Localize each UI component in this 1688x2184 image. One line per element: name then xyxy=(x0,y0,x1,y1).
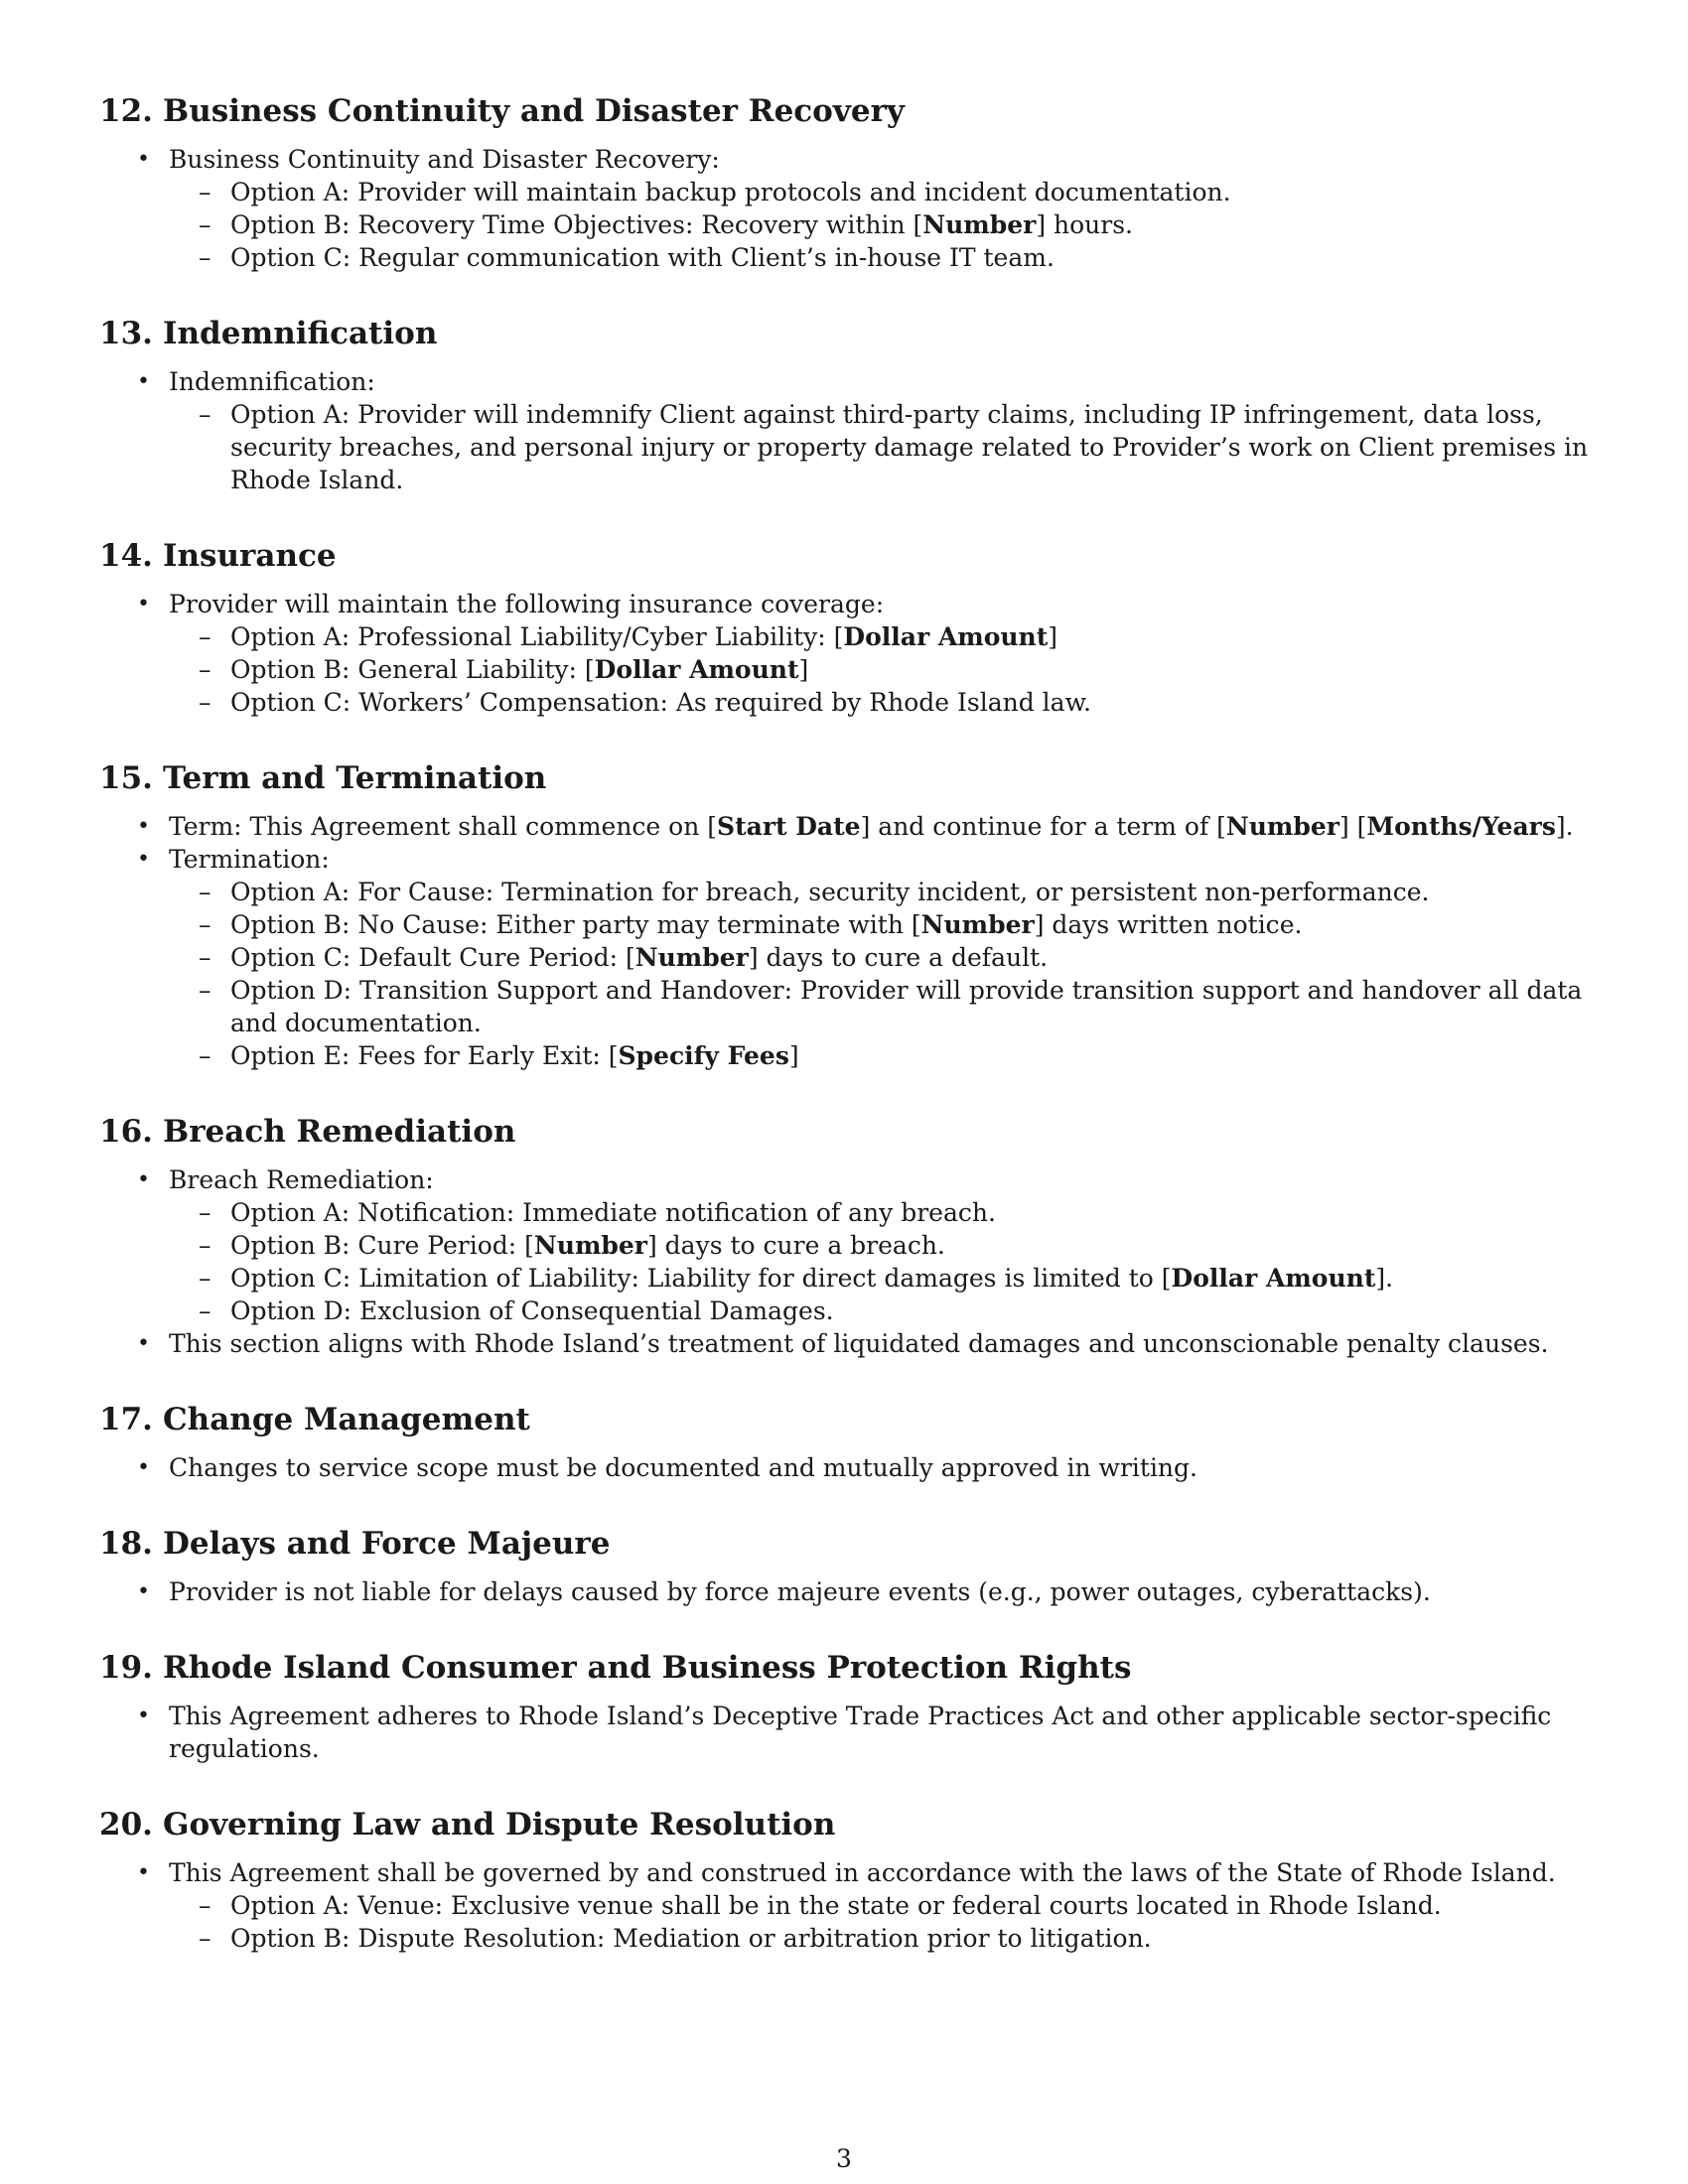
section-number: 18. xyxy=(99,1526,153,1562)
section-heading: Indemnification xyxy=(163,316,438,351)
text-run: ] days to cure a breach. xyxy=(646,1231,945,1260)
text-run: Option B: General Liability: [ xyxy=(230,655,595,684)
text-run: Option A: Provider will maintain backup protocols and incident documentation. xyxy=(230,178,1231,206)
bullet-item xyxy=(99,1575,1599,1608)
bullet-list xyxy=(99,143,1599,274)
text-run: ] xyxy=(798,655,809,684)
section-13 xyxy=(99,314,1599,496)
text-run: Option A: Notification: Immediate notification of any breach. xyxy=(230,1198,996,1227)
placeholder-field: Dollar Amount xyxy=(1171,1264,1376,1293)
option-list xyxy=(169,876,1599,1072)
section-title xyxy=(99,1805,1599,1844)
text-run: Option A: Professional Liability/Cyber Liability: [ xyxy=(230,622,844,651)
section-number: 15. xyxy=(99,760,153,796)
bullet-item xyxy=(99,1163,1599,1327)
bullet-item xyxy=(99,1327,1599,1360)
option-item xyxy=(169,1229,1599,1262)
bullet-list xyxy=(99,1700,1599,1765)
option-item xyxy=(169,908,1599,941)
option-item xyxy=(169,686,1599,719)
text-run: Option D: Transition Support and Handover: Provider will provide transition support and handover all data and documentation. xyxy=(230,976,1583,1037)
text-run: This Agreement adheres to Rhode Island’s Deceptive Trade Practices Act and other applicable sector-specific regulations. xyxy=(169,1702,1552,1763)
text-run: Business Continuity and Disaster Recovery: xyxy=(169,145,720,174)
text-run: Provider will maintain the following insurance coverage: xyxy=(169,590,885,618)
placeholder-field: Number xyxy=(634,943,749,972)
text-run: Changes to service scope must be documented and mutually approved in writing. xyxy=(169,1453,1197,1482)
text-run: Option C: Regular communication with Client’s in-house IT team. xyxy=(230,243,1055,272)
section-heading: Delays and Force Majeure xyxy=(163,1526,611,1562)
text-run: ] xyxy=(788,1041,799,1070)
bullet-list xyxy=(99,1451,1599,1484)
placeholder-field: Number xyxy=(922,210,1037,239)
section-20 xyxy=(99,1805,1599,1955)
text-run: Option C: Limitation of Liability: Liability for direct damages is limited to [ xyxy=(230,1264,1172,1293)
option-item xyxy=(169,1262,1599,1295)
bullet-list xyxy=(99,588,1599,719)
text-run: Option B: Cure Period: [ xyxy=(230,1231,534,1260)
text-run: This Agreement shall be governed by and construed in accordance with the laws of the State of Rhode Island. xyxy=(169,1858,1556,1887)
section-number: 19. xyxy=(99,1650,153,1686)
section-number: 12. xyxy=(99,93,153,129)
section-title xyxy=(99,91,1599,131)
bullet-list xyxy=(99,365,1599,496)
text-run: ] xyxy=(1048,622,1058,651)
text-run: ] and continue for a term of [ xyxy=(860,812,1226,841)
placeholder-field: Number xyxy=(920,910,1035,939)
text-run: ]. xyxy=(1375,1264,1394,1293)
bullet-list xyxy=(99,1163,1599,1360)
section-19 xyxy=(99,1648,1599,1765)
bullet-item xyxy=(99,1700,1599,1765)
text-run: Term: This Agreement shall commence on [ xyxy=(169,812,718,841)
bullet-list xyxy=(99,1575,1599,1608)
text-run: ]. xyxy=(1555,812,1574,841)
text-run: Option B: Dispute Resolution: Mediation or arbitration prior to litigation. xyxy=(230,1924,1152,1953)
text-run: ] [ xyxy=(1338,812,1367,841)
section-15 xyxy=(99,758,1599,1072)
section-number: 17. xyxy=(99,1402,153,1437)
section-title xyxy=(99,1648,1599,1688)
text-run: Termination: xyxy=(169,845,330,874)
bullet-item xyxy=(99,810,1599,843)
text-run: Option A: For Cause: Termination for breach, security incident, or persistent non-performance. xyxy=(230,878,1430,906)
section-heading: Insurance xyxy=(163,538,337,574)
section-title xyxy=(99,758,1599,798)
bullet-list xyxy=(99,810,1599,1072)
placeholder-field: Dollar Amount xyxy=(594,655,799,684)
section-heading: Governing Law and Dispute Resolution xyxy=(163,1807,836,1843)
option-list xyxy=(169,620,1599,719)
section-heading: Term and Termination xyxy=(163,760,547,796)
option-item xyxy=(169,241,1599,274)
bullet-item xyxy=(99,1856,1599,1955)
bullet-item xyxy=(99,843,1599,1072)
text-run: Option D: Exclusion of Consequential Damages. xyxy=(230,1297,834,1325)
bullet-item xyxy=(99,365,1599,496)
text-run: ] days to cure a default. xyxy=(748,943,1049,972)
text-run: ] hours. xyxy=(1036,210,1133,239)
text-run: Indemnification: xyxy=(169,367,375,396)
section-title xyxy=(99,536,1599,576)
section-14 xyxy=(99,536,1599,719)
section-heading: Rhode Island Consumer and Business Protection Rights xyxy=(163,1650,1132,1686)
bullet-list xyxy=(99,1856,1599,1955)
section-17 xyxy=(99,1400,1599,1484)
section-heading: Change Management xyxy=(163,1402,530,1437)
text-run: This section aligns with Rhode Island’s treatment of liquidated damages and unconscionable penalty clauses. xyxy=(169,1329,1549,1358)
bullet-item xyxy=(99,143,1599,274)
text-run: Option B: Recovery Time Objectives: Recovery within [ xyxy=(230,210,923,239)
section-12 xyxy=(99,91,1599,274)
option-item xyxy=(169,941,1599,974)
section-number: 13. xyxy=(99,316,153,351)
bullet-item xyxy=(99,1451,1599,1484)
placeholder-field: Months/Years xyxy=(1366,812,1556,841)
option-list xyxy=(169,1889,1599,1955)
text-run: Option A: Venue: Exclusive venue shall be in the state or federal courts located in Rhode Island. xyxy=(230,1891,1442,1920)
placeholder-field: Dollar Amount xyxy=(843,622,1049,651)
section-number: 16. xyxy=(99,1114,153,1150)
option-item xyxy=(169,1889,1599,1922)
option-item xyxy=(169,208,1599,241)
placeholder-field: Number xyxy=(1225,812,1339,841)
section-16 xyxy=(99,1112,1599,1360)
text-run: Option E: Fees for Early Exit: [ xyxy=(230,1041,619,1070)
placeholder-field: Specify Fees xyxy=(618,1041,789,1070)
option-item xyxy=(169,1196,1599,1229)
option-item xyxy=(169,974,1599,1039)
option-item xyxy=(169,176,1599,208)
option-item xyxy=(169,876,1599,908)
option-list xyxy=(169,1196,1599,1327)
text-run: Breach Remediation: xyxy=(169,1165,434,1194)
bullet-item xyxy=(99,588,1599,719)
section-title xyxy=(99,314,1599,353)
section-title xyxy=(99,1524,1599,1564)
section-number: 20. xyxy=(99,1807,153,1843)
option-item xyxy=(169,653,1599,686)
placeholder-field: Start Date xyxy=(717,812,861,841)
section-heading: Breach Remediation xyxy=(163,1114,516,1150)
option-list xyxy=(169,398,1599,496)
section-18 xyxy=(99,1524,1599,1608)
section-title xyxy=(99,1400,1599,1439)
option-item xyxy=(169,1039,1599,1072)
text-run: ] days written notice. xyxy=(1034,910,1303,939)
placeholder-field: Number xyxy=(533,1231,647,1260)
option-item xyxy=(169,1295,1599,1327)
section-number: 14. xyxy=(99,538,153,574)
text-run: Option A: Provider will indemnify Client against third-party claims, including IP infringement, data loss, security breaches, and personal injury or property damage related to Provider’s work on Client premises in Rhode Island. xyxy=(230,400,1589,494)
section-title xyxy=(99,1112,1599,1152)
text-run: Option C: Default Cure Period: [ xyxy=(230,943,635,972)
option-item xyxy=(169,398,1599,496)
option-list xyxy=(169,176,1599,274)
document-body xyxy=(99,91,1599,1994)
option-item xyxy=(169,620,1599,653)
option-item xyxy=(169,1922,1599,1955)
section-heading: Business Continuity and Disaster Recovery xyxy=(163,93,905,129)
text-run: Provider is not liable for delays caused by force majeure events (e.g., power outages, cyberattacks). xyxy=(169,1577,1431,1606)
page-number: 3 xyxy=(836,2144,852,2173)
text-run: Option C: Workers’ Compensation: As required by Rhode Island law. xyxy=(230,688,1091,717)
text-run: Option B: No Cause: Either party may terminate with [ xyxy=(230,910,921,939)
